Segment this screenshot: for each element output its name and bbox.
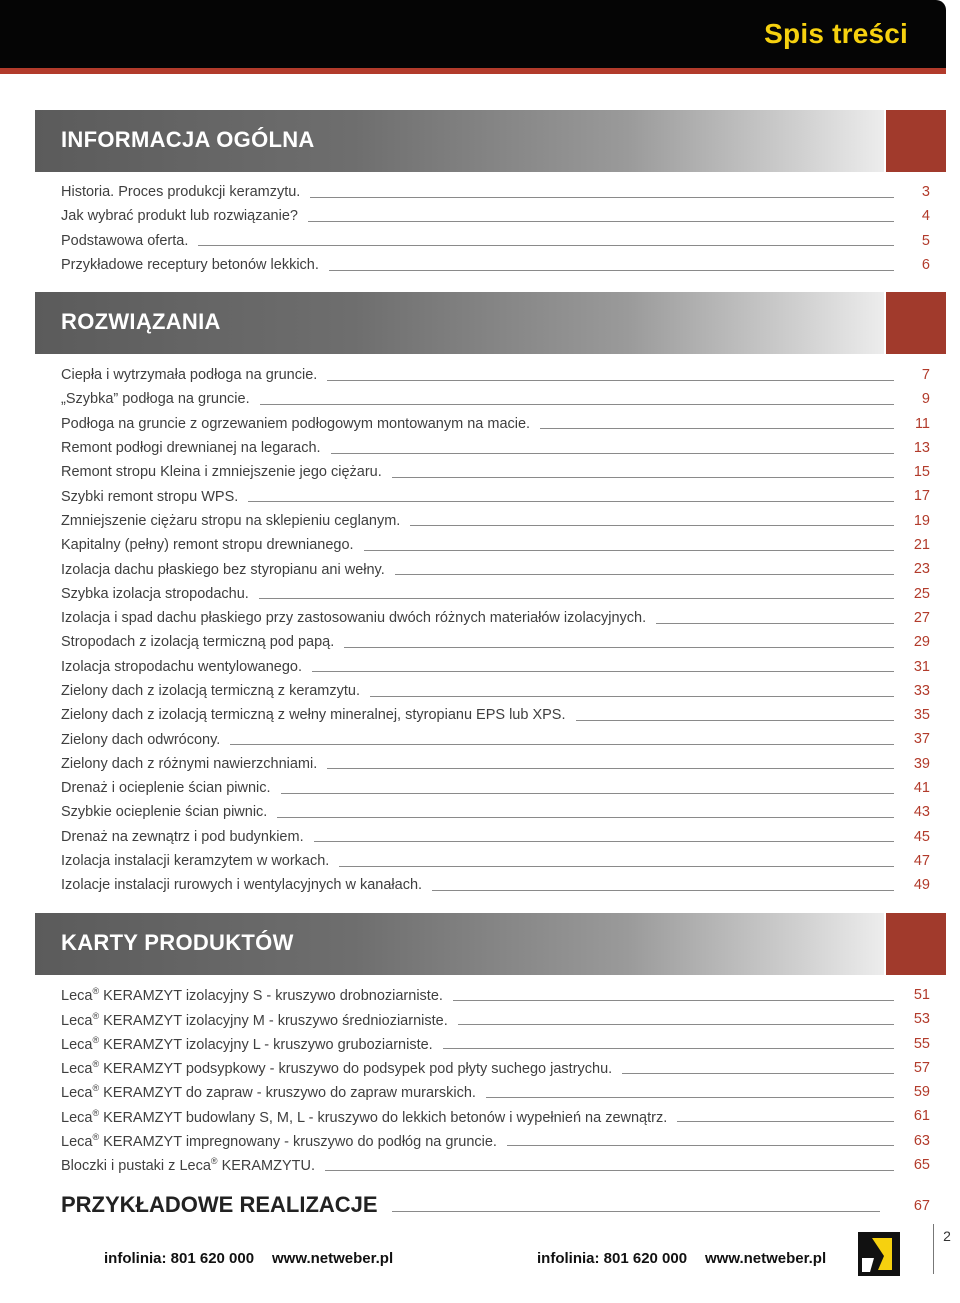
toc-entry-page: 4 (921, 208, 930, 225)
toc-entry-text: Remont podłogi drewnianej na legarach. (61, 440, 331, 456)
leader-line (198, 245, 894, 246)
toc-list-karty (61, 983, 930, 1177)
toc-entry-text: Izolacja instalacji keramzytem w workach. (61, 853, 339, 869)
toc-entry-page: 23 (913, 561, 930, 578)
toc-entry[interactable] (61, 655, 930, 679)
toc-entry[interactable] (61, 1153, 930, 1177)
leader-line (410, 525, 894, 526)
toc-entry[interactable] (61, 509, 930, 533)
toc-entry-text: Izolacje instalacji rurowych i wentylacyjnych w kanałach. (61, 877, 432, 893)
leader-line (327, 380, 894, 381)
toc-entry[interactable] (61, 484, 930, 508)
leader-line (260, 404, 894, 405)
leader-line (364, 550, 894, 551)
toc-entry-text: Zmniejszenie ciężaru stropu na sklepieniu ceglanym. (61, 513, 410, 529)
leader-line (314, 841, 894, 842)
toc-entry-page: 55 (913, 1035, 930, 1052)
toc-entry-page: 35 (913, 707, 930, 724)
toc-entry[interactable] (61, 363, 930, 387)
toc-entry[interactable] (61, 436, 930, 460)
leader-line (277, 817, 894, 818)
toc-entry[interactable] (61, 1032, 930, 1056)
leader-line (310, 197, 894, 198)
leader-line (507, 1145, 894, 1146)
section-accent-block (886, 913, 946, 975)
toc-entry-page: 9 (921, 391, 930, 408)
toc-entry[interactable] (61, 1129, 930, 1153)
toc-entry-text: Leca® KERAMZYT izolacyjny M - kruszywo średnioziarniste. (61, 1011, 458, 1029)
toc-entry[interactable] (61, 703, 930, 727)
section-title: INFORMACJA OGÓLNA (61, 127, 315, 152)
toc-entry[interactable] (61, 253, 930, 277)
leader-line (331, 453, 894, 454)
toc-entry[interactable] (61, 800, 930, 824)
toc-entry-realizacje[interactable] (61, 1190, 930, 1220)
toc-entry-page: 37 (913, 731, 930, 748)
toc-entry-text: Zielony dach z izolacją termiczną z wełny mineralnej, styropianu EPS lub XPS. (61, 707, 576, 723)
top-bar (0, 0, 946, 68)
section-title: KARTY PRODUKTÓW (61, 930, 294, 955)
leader-line (540, 428, 894, 429)
toc-entry[interactable] (61, 679, 930, 703)
toc-entry-page: 31 (913, 658, 930, 675)
leader-line (576, 720, 894, 721)
toc-entry-page: 43 (913, 804, 930, 821)
toc-entry-text: Leca® KERAMZYT izolacyjny L - kruszywo gruboziarniste. (61, 1035, 443, 1053)
leader-line (622, 1073, 894, 1074)
leader-line (453, 1000, 894, 1001)
toc-entry[interactable] (61, 460, 930, 484)
section-header-rozwiazania (35, 292, 946, 354)
leader-line (248, 501, 894, 502)
toc-entry-text: Bloczki i pustaki z Leca® KERAMZYTU. (61, 1156, 325, 1174)
toc-entry[interactable] (61, 873, 930, 897)
toc-entry-page: 3 (921, 184, 930, 200)
leader-line (312, 671, 894, 672)
toc-entry-text: Jak wybrać produkt lub rozwiązanie? (61, 208, 308, 224)
toc-list-rozwiazania (61, 363, 930, 898)
toc-entry-text: Leca® KERAMZYT do zapraw - kruszywo do zapraw murarskich. (61, 1083, 486, 1101)
leader-line (392, 1211, 880, 1212)
toc-entry[interactable] (61, 412, 930, 436)
toc-entry-text: Kapitalny (pełny) remont stropu drewnianego. (61, 537, 364, 553)
toc-entry[interactable] (61, 180, 930, 204)
toc-entry-page: 6 (921, 256, 930, 273)
footer-website[interactable]: www.netweber.pl (705, 1250, 827, 1267)
toc-entry-text: Leca® KERAMZYT budowlany S, M, L - kruszywo do lekkich betonów i wypełnień na zewnątrz. (61, 1108, 677, 1126)
section-accent-block (886, 110, 946, 172)
toc-entry[interactable] (61, 776, 930, 800)
leader-line (677, 1121, 894, 1122)
section-title: ROZWIĄZANIA (61, 309, 221, 334)
toc-entry-text: Ciepła i wytrzymała podłoga na gruncie. (61, 367, 327, 383)
toc-entry-page: 39 (913, 755, 930, 772)
toc-entry-text: Leca® KERAMZYT izolacyjny S - kruszywo drobnoziarniste. (61, 986, 453, 1004)
toc-entry-text: Izolacja i spad dachu płaskiego przy zastosowaniu dwóch różnych materiałów izolacyjnych. (61, 610, 656, 626)
toc-entry-page: 19 (913, 512, 930, 529)
leader-line (259, 598, 894, 599)
toc-entry-page: 57 (913, 1059, 930, 1076)
footer-infolinia: infolinia: 801 620 000 (104, 1250, 255, 1267)
page-number: 2 (943, 1228, 951, 1244)
toc-entry[interactable] (61, 387, 930, 411)
toc-entry[interactable] (61, 1056, 930, 1080)
toc-entry-page: 53 (913, 1011, 930, 1028)
toc-entry[interactable] (61, 1007, 930, 1031)
toc-entry-text: Podstawowa oferta. (61, 233, 198, 249)
toc-entry-page: 33 (913, 682, 930, 699)
toc-entry-text: Podłoga na gruncie z ogrzewaniem podłogowym montowanym na macie. (61, 416, 540, 432)
leader-line (344, 647, 894, 648)
toc-entry-page: 45 (913, 828, 930, 845)
section-accent-block (886, 292, 946, 354)
realizacje-page: 67 (913, 1198, 930, 1214)
toc-entry-page: 47 (913, 852, 930, 869)
leader-line (486, 1097, 894, 1098)
toc-entry-page: 41 (913, 780, 930, 797)
toc-entry-page: 51 (913, 987, 930, 1003)
toc-entry[interactable] (61, 557, 930, 581)
top-accent-stripe (0, 68, 946, 74)
toc-entry-text: Izolacja stropodachu wentylowanego. (61, 659, 312, 675)
toc-entry-text: Remont stropu Kleina i zmniejszenie jego ciężaru. (61, 464, 392, 480)
toc-entry[interactable] (61, 752, 930, 776)
toc-entry[interactable] (61, 229, 930, 253)
leader-line (432, 890, 894, 891)
leader-line (443, 1048, 894, 1049)
toc-entry-page: 5 (921, 232, 930, 249)
toc-entry-text: Zielony dach z izolacją termiczną z keramzytu. (61, 683, 370, 699)
realizacje-title: PRZYKŁADOWE REALIZACJE (61, 1192, 378, 1217)
section-header-karty (35, 913, 946, 975)
footer-website[interactable]: www.netweber.pl (272, 1250, 394, 1267)
page-title: Spis treści (764, 18, 908, 49)
toc-entry[interactable] (61, 582, 930, 606)
leader-line (230, 744, 894, 745)
toc-entry[interactable] (61, 825, 930, 849)
toc-entry[interactable] (61, 204, 930, 228)
toc-entry-text: Szybkie ocieplenie ścian piwnic. (61, 804, 277, 820)
leader-line (325, 1170, 894, 1171)
toc-entry-page: 7 (921, 367, 930, 383)
toc-entry[interactable] (61, 1080, 930, 1104)
toc-entry-text: Zielony dach odwrócony. (61, 732, 230, 748)
toc-entry-page: 49 (913, 877, 930, 894)
toc-entry-text: „Szybka” podłoga na gruncie. (61, 391, 260, 407)
toc-entry-text: Przykładowe receptury betonów lekkich. (61, 257, 329, 273)
toc-entry-text: Leca® KERAMZYT impregnowany - kruszywo do podłóg na gruncie. (61, 1132, 507, 1150)
toc-entry-text: Izolacja dachu płaskiego bez styropianu ani wełny. (61, 562, 395, 578)
toc-entry[interactable] (61, 983, 930, 1007)
toc-list-informacja (61, 180, 930, 277)
section-header-informacja (35, 110, 946, 172)
toc-entry-page: 59 (913, 1084, 930, 1101)
leader-line (392, 477, 894, 478)
toc-entry-text: Drenaż i ocieplenie ścian piwnic. (61, 780, 281, 796)
toc-entry-page: 25 (913, 585, 930, 602)
toc-entry[interactable] (61, 606, 930, 630)
toc-entry-page: 11 (914, 415, 930, 432)
toc-entry-text: Leca® KERAMZYT podsypkowy - kruszywo do podsypek pod płyty suchego jastrychu. (61, 1059, 622, 1077)
toc-entry-page: 21 (913, 537, 930, 554)
leader-line (308, 221, 894, 222)
toc-entry-page: 17 (913, 488, 930, 505)
toc-entry[interactable] (61, 849, 930, 873)
toc-entry-page: 61 (913, 1108, 930, 1125)
toc-entry-page: 29 (913, 634, 930, 651)
leader-line (329, 270, 894, 271)
leader-line (370, 696, 894, 697)
leader-line (327, 768, 894, 769)
toc-entry[interactable] (61, 1104, 930, 1128)
toc-entry[interactable] (61, 630, 930, 654)
leader-line (395, 574, 894, 575)
toc-entry-page: 13 (913, 439, 930, 456)
toc-entry-page: 15 (913, 464, 930, 481)
toc-entry-text: Stropodach z izolacją termiczną pod papą. (61, 634, 344, 650)
leader-line (281, 793, 894, 794)
toc-entry-text: Historia. Proces produkcji keramzytu. (61, 184, 310, 200)
toc-entry[interactable] (61, 533, 930, 557)
footer-infolinia: infolinia: 801 620 000 (537, 1250, 688, 1267)
leader-line (339, 866, 894, 867)
toc-entry-page: 65 (913, 1157, 930, 1174)
leader-line (458, 1024, 894, 1025)
leader-line (656, 623, 894, 624)
toc-entry-text: Szybki remont stropu WPS. (61, 489, 248, 505)
toc-entry-page: 27 (913, 609, 930, 626)
toc-entry-text: Drenaż na zewnątrz i pod budynkiem. (61, 829, 314, 845)
toc-entry-text: Szybka izolacja stropodachu. (61, 586, 259, 602)
toc-entry[interactable] (61, 727, 930, 751)
toc-entry-page: 63 (913, 1132, 930, 1149)
weber-logo-icon (858, 1232, 900, 1276)
toc-entry-text: Zielony dach z różnymi nawierzchniami. (61, 756, 327, 772)
